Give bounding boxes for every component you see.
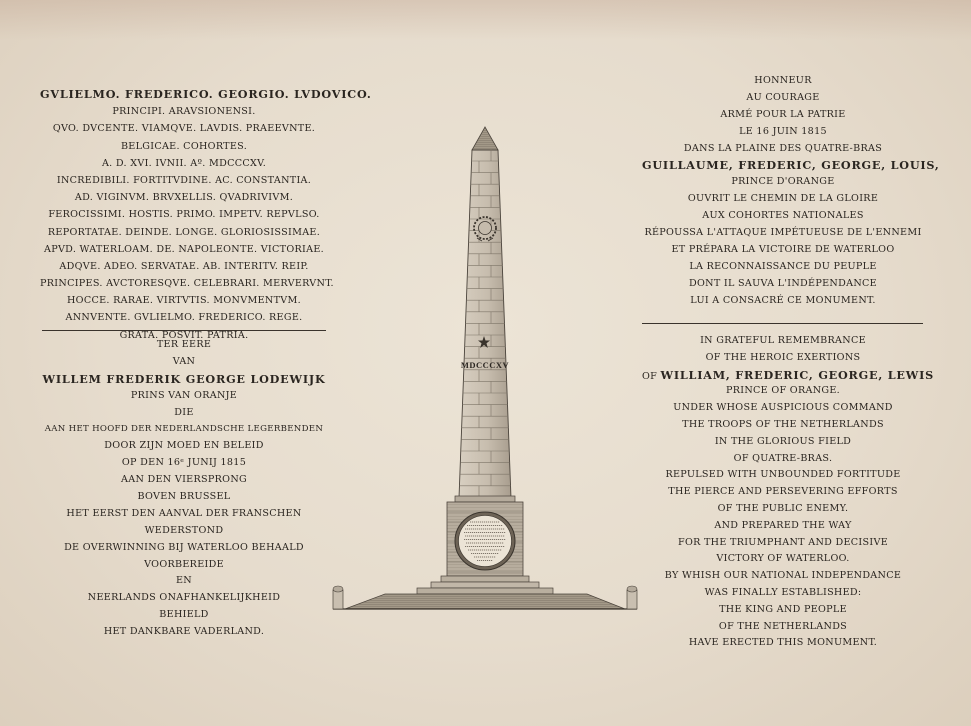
english-line: BY WHISH OUR NATIONAL INDEPENDANCE [664,570,902,582]
english-line: IN THE GLORIOUS FIELD [714,435,852,447]
english-line: WAS FINALLY ESTABLISHED: [704,586,862,598]
english-line: OF THE PUBLIC ENEMY. [717,502,849,514]
monument-step-1 [431,582,539,588]
french-inscription [642,73,940,309]
dutch-line: BOVEN BRUSSEL [137,491,231,503]
latin-line: FEROCISSIMI. HOSTIS. PRIMO. IMPETV. REPVLSO. [48,209,320,221]
dutch-line: AAN HET HOOFD DER NEDERLANDSCHE LEGERBENDEN [44,424,324,435]
obelisk-shaft [459,150,511,498]
french-line: AUX COHORTES NATIONALES [702,210,864,222]
french-line: LA RECONNAISSANCE DU PEUPLE [689,260,877,272]
latin-line: PRINCIPI. ARAVSIONENSI. [112,106,256,118]
dutch-line: VAN [172,355,196,367]
dutch-line: HET DANKBARE VADERLAND. [103,626,265,638]
english-line: THE KING AND PEOPLE [719,603,847,615]
english-line-prefix: OF [642,370,661,382]
left-bollard [333,586,343,609]
dutch-inscription [40,337,328,641]
english-line [642,367,934,384]
latin-line: GVLIELMO. FREDERICO. GEORGIO. LVDOVICO. [40,87,372,101]
monument-step-2 [417,588,553,594]
dutch-line: TER EERE [156,339,212,350]
dutch-line: VOORBEREIDE [144,558,224,570]
latin-line: REPORTATAE. DEINDE. LONGE. GLORIOSISSIMAE. [47,226,321,238]
french-line: DANS LA PLAINE DES QUATRE-BRAS [683,142,883,154]
pedestal-base [441,576,529,582]
french-line: AU COURAGE [746,91,820,103]
monument-mound [345,594,625,609]
french-line: LE 16 JUIN 1815 [739,125,827,137]
english-line: UNDER WHOSE AUSPICIOUS COMMAND [673,402,893,414]
latin-line: ADQVE. ADEO. SERVATAE. AB. INTERITV. REIP. [59,260,309,272]
latin-line: INCREDIBILI. FORTITVDINE. AC. CONSTANTIA. [56,174,312,186]
right-bollard [627,586,637,609]
english-line: AND PREPARED THE WAY [714,519,852,531]
french-line: RÉPOUSSA L'ATTAQUE IMPÉTUEUSE DE L'ENNEMI [644,227,922,239]
english-line: VICTORY OF WATERLOO. [716,553,850,565]
english-line: FOR THE TRIUMPHANT AND DECISIVE [677,536,888,548]
french-line: HONNEUR [754,75,812,86]
latin-line: BELGICAE. COHORTES. [120,140,248,152]
french-line: ET PRÉPARA LA VICTOIRE DE WATERLOO [671,243,895,255]
french-line: LUI A CONSACRÉ CE MONUMENT. [690,294,876,306]
english-line: HAVE ERECTED THIS MONUMENT. [688,637,878,649]
dutch-line: WEDERSTOND [144,524,224,536]
french-line: PRINCE D'ORANGE [731,176,835,188]
english-inscription [642,333,934,652]
latin-line: ANNVENTE. GVLIELMO. FREDERICO. REGE. [65,312,303,324]
latin-line: HOCCE. RARAE. VIRTVTIS. MONVMENTVM. [67,295,301,307]
dutch-line: DIE [174,406,194,418]
english-line: OF THE HEROIC EXERTIONS [705,351,861,363]
latin-inscription [40,86,372,344]
obelisk-pyramidion [472,127,498,150]
latin-divider [42,330,326,331]
dutch-line: PRINS VAN ORANJE [130,389,238,401]
latin-line: AD. VIGINVM. BRVXELLIS. QVADRIVIVM. [74,192,294,204]
dutch-line: BEHIELD [159,609,209,621]
french-divider [642,323,923,324]
french-line: OUVRIT LE CHEMIN DE LA GLOIRE [687,193,879,205]
dutch-line: WILLEM FREDERIK GEORGE LODEWIJK [42,371,326,386]
english-line-name: WILLIAM, FREDERIC, GEORGE, LEWIS [660,367,934,382]
latin-line: GRATA. POSVIT. PATRIA. [119,329,249,341]
english-line: REPULSED WITH UNBOUNDED FORTITUDE [665,469,901,481]
obelisk-illustration [325,120,645,620]
latin-line: A. D. XVI. IVNII. Aº. MDCCCXV. [101,157,267,169]
dutch-line: DE OVERWINNING BIJ WATERLOO BEHAALD [64,541,304,553]
latin-line: APVD. WATERLOAM. DE. NAPOLEONTE. VICTORIAE. [43,243,325,255]
french-line: ARMÉ POUR LA PATRIE [720,108,846,120]
pedestal-cap [455,496,515,502]
latin-line: PRINCIPES. AVCTORESQVE. CELEBRARI. MERVERVNT. [40,278,334,290]
dutch-line: NEERLANDS ONAFHANKELIJKHEID [87,592,281,604]
latin-line: QVO. DVCENTE. VIAMQVE. LAVDIS. PRAEEVNTE. [52,123,316,135]
dutch-line: AAN DEN VIERSPRONG [121,474,247,486]
shaft-date-inscription: MDCCCXV [460,360,510,370]
english-line: OF QUATRE-BRAS. [733,452,833,464]
dutch-line: DOOR ZIJN MOED EN BELEID [104,440,264,452]
dutch-line: EN [176,575,192,587]
english-line: OF THE NETHERLANDS [718,620,848,632]
french-line: DONT IL SAUVA L'INDÉPENDANCE [689,277,877,289]
dutch-line: OP DEN 16ᵉ JUNIJ 1815 [121,457,247,469]
english-line: IN GRATEFUL REMEMBRANCE [700,335,866,346]
english-line: THE TROOPS OF THE NETHERLANDS [682,418,884,430]
english-line: PRINCE OF ORANGE. [725,385,841,397]
french-line: GUILLAUME, FREDERIC, GEORGE, LOUIS, [642,158,940,173]
dutch-line: HET EERST DEN AANVAL DER FRANSCHEN [66,507,302,519]
english-line: THE PIERCE AND PERSEVERING EFFORTS [668,486,898,498]
pedestal-medallion [455,512,515,570]
